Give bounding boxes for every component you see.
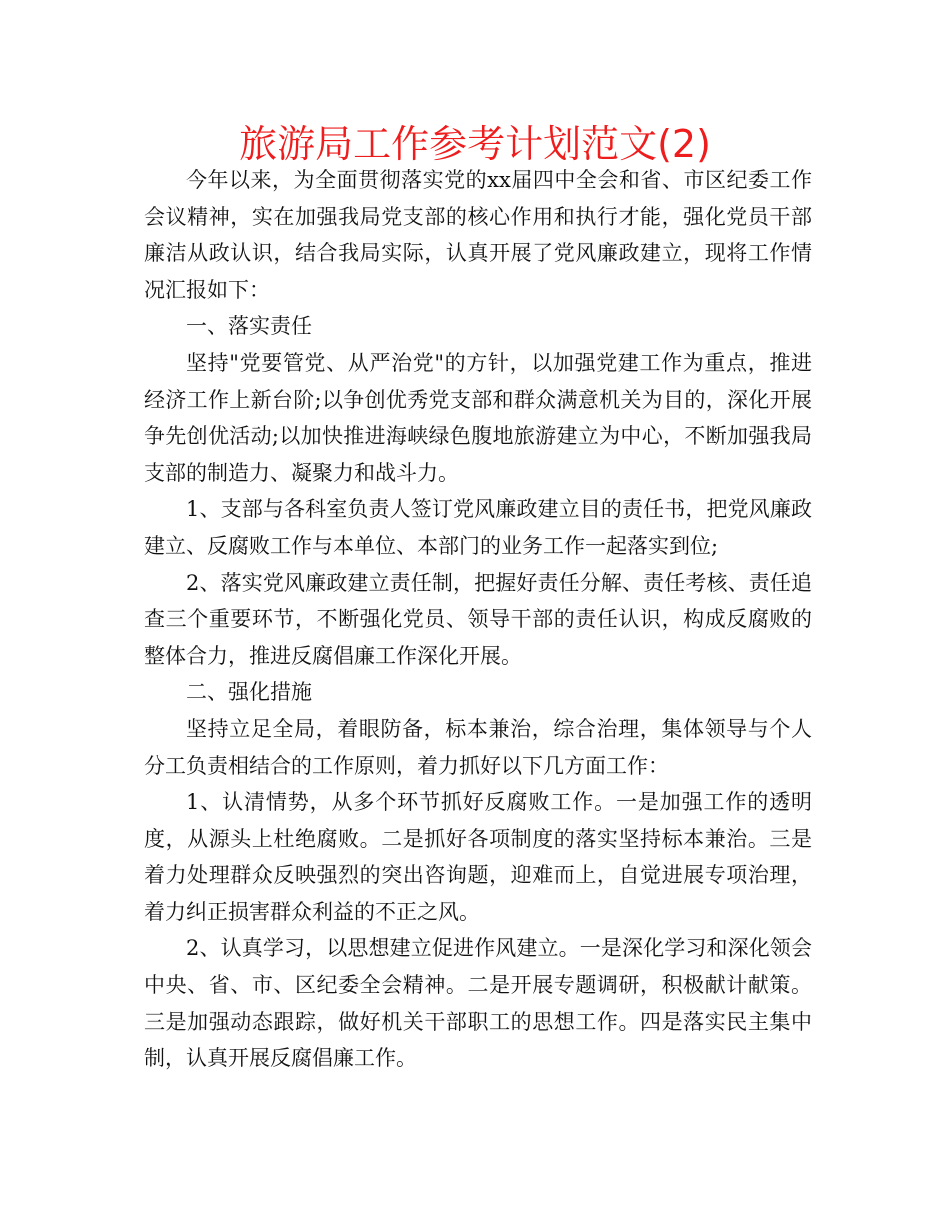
paragraph-item-1-responsibility: 1、支部与各科室负责人签订党风廉政建立目的责任书，把党风廉政建立、反腐败工作与本单位、本部门的业务工作一起落实到位; bbox=[144, 497, 812, 558]
paragraph-item-2-measures: 2、认真学习，以思想建立促进作风建立。一是深化学习和深化领会中央、省、市、区纪委全会精神。二是开展专题调研，积极献计献策。三是加强动态跟踪，做好机关干部职工的思想工作。四是落实民主集中制，认真开展反腐倡廉工作。 bbox=[144, 936, 812, 1071]
paragraph-intro: 今年以来，为全面贯彻落实党的xx届四中全会和省、市区纪委工作会议精神，实在加强我局党支部的核心作用和执行才能，强化党员干部廉洁从政认识，结合我局实际，认真开展了党风廉政建立，现将工作情况汇报如下： bbox=[144, 168, 812, 302]
section-heading-measures: 二、强化措施 bbox=[186, 680, 312, 705]
paragraph-item-2-responsibility: 2、落实党风廉政建立责任制，把握好责任分解、责任考核、责任追查三个重要环节，不断强化党员、领导干部的责任认识，构成反腐败的整体合力，推进反腐倡廉工作深化开展。 bbox=[144, 570, 812, 668]
document-body bbox=[144, 162, 812, 1077]
section-heading-responsibility: 一、落实责任 bbox=[186, 314, 312, 339]
paragraph-measures-principle: 坚持立足全局，着眼防备，标本兼治，综合治理，集体领导与个人分工负责相结合的工作原则，着力抓好以下几方面工作： bbox=[144, 716, 812, 778]
paragraph-item-1-measures: 1、认清情势，从多个环节抓好反腐败工作。一是加强工作的透明度，从源头上杜绝腐败。二是抓好各项制度的落实坚持标本兼治。三是着力处理群众反映强烈的突出咨询题，迎难而上，自觉进展专项治理，着力纠正损害群众利益的不正之风。 bbox=[144, 790, 812, 924]
paragraph-principle: 坚持"党要管党、从严治党"的方针，以加强党建工作为重点，推进经济工作上新台阶;以争创优秀党支部和群众满意机关为目的，深化开展争先创优活动;以加快推进海峡绿色腹地旅游建立为中心，不断加强我局支部的制造力、凝聚力和战斗力。 bbox=[144, 350, 812, 485]
document-title: 旅游局工作参考计划范文(2) bbox=[239, 122, 711, 166]
